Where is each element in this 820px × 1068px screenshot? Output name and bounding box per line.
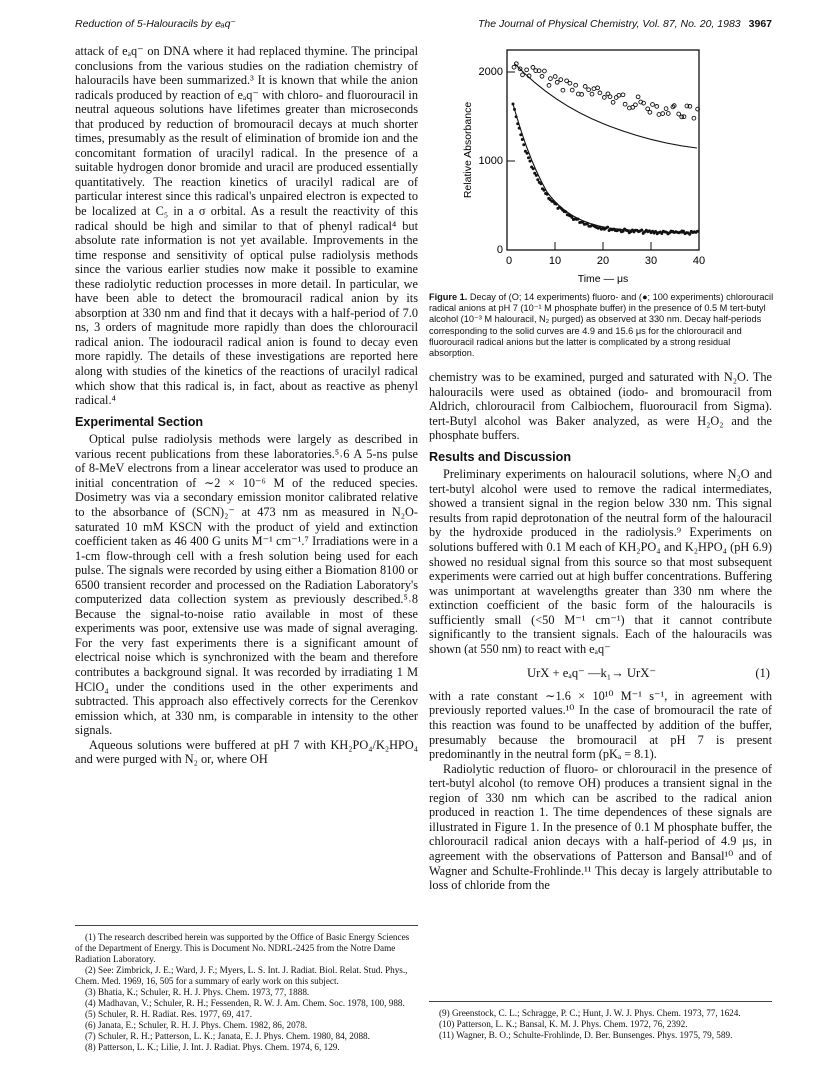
open-data-point — [592, 87, 596, 91]
filled-data-point — [532, 167, 535, 170]
filled-data-point — [526, 152, 529, 155]
open-data-point — [621, 93, 625, 97]
open-data-point — [651, 103, 655, 107]
page-number: 3967 — [748, 18, 772, 30]
figure-caption — [429, 292, 774, 359]
open-data-point — [657, 113, 661, 117]
filled-data-point — [527, 156, 530, 159]
footnote: (2) See: Zimbrick, J. E.; Ward, J. F.; Myers, L. S. Int. J. Radiat. Biol. Relat. Stud. Phys., Chem. Med. 1969, 16, 505 for a summary of early work on this subject. — [75, 965, 408, 986]
y-tick-label: 2000 — [478, 66, 503, 78]
intro-paragraph: attack of eₐq⁻ on DNA where it had replaced thymine. The principal conclusions from the various studies on the radiation chemistry of halouracils have been summarized.³ It is known that while the anion radicals produced by reaction of eₐq⁻ with chloro- and fluorouracil in neutral aqueous solutions have lifetimes greater than microseconds that produced by reduction of bromouracil decays at much shorter times, presumably as the result of elimination of bromide ion and the concomitant formation of uracilyl radical. In the presence of a suitable hydrogen donor bromide and uracil are produced essentially quantitatively. The reaction kinetics of uracilyl radical are of particular interest since this radical's unpaired electron is expected to be localized at C₅ in a σ orbital. As a result the reactivity of this radical should be high and similar to that of phenyl radical⁴ but absolute rate information is not yet available. Improvements in the time response and sensitivity of optical pulse radiolysis methods since the various earlier studies now make it possible to examine these radiolytic reduction processes in more detail. In particular, we have been able to detect the bromouracil radical anion by its absorption at 330 nm and find that it decays with a half-period of 7.0 ns, 3 orders of magnitude more rapidly than does the chlorouracil radical anion. The iodouracil radical anion is found to decay even more rapidly. The details of these investigations are reported here along with studies of the kinetics of the reactions of uracilyl radical which show that this radical is, in fact, about as reactive as phenyl radical.⁴ — [75, 44, 418, 408]
open-data-point — [561, 88, 565, 92]
open-data-point — [555, 80, 559, 84]
equation-1 — [429, 666, 772, 681]
fluorouracil-points — [512, 62, 699, 120]
fluorouracil-fit-curve — [515, 64, 697, 148]
open-data-point — [664, 107, 668, 111]
x-ticks — [506, 242, 705, 267]
footnote: (4) Madhavan, V.; Schuler, R. H.; Fessenden, R. W. J. Am. Chem. Soc. 1978, 100, 988. — [85, 998, 405, 1008]
open-data-point — [617, 93, 621, 97]
continued-paragraph: chemistry was to be examined, purged and saturated with N₂O. The halouracils were used as obtained (iodo- and bromouracil from Aldrich, chlorouracil from Calbiochem, fluorouracil from Sigma). tert-Butyl alcohol was Baker analyzed, as were H₂O₂ and the phosphate buffers. — [429, 370, 772, 443]
open-data-point — [525, 68, 529, 72]
filled-data-point — [512, 103, 515, 106]
x-tick-label: 30 — [644, 255, 658, 267]
section-heading-results: Results and Discussion — [429, 449, 572, 464]
open-data-point — [587, 88, 591, 92]
left-column — [75, 44, 418, 767]
x-tick-label: 10 — [548, 255, 562, 267]
footnote: (9) Greenstock, C. L.; Schragge, P. C.; Hunt, J. W. J. Phys. Chem. 1973, 77, 1624. — [439, 1008, 741, 1018]
experimental-paragraph-2: Aqueous solutions were buffered at pH 7 with KH₂PO₄/K₂HPO₄ and were purged with N₂ or, where OH — [75, 737, 418, 767]
open-data-point — [636, 95, 640, 99]
open-data-point — [553, 75, 557, 79]
results-paragraph-1: Preliminary experiments on halouracil solutions, where N₂O and tert-butyl alcohol were used to remove the radical intermediates, showed a transient signal in the region below 330 nm. This signal results from rapid deprotonation of the neutral form of the halouracil by the hydroxide produced in the radiolysis.⁹ Experiments on solutions buffered with 0.1 M each of KH₂PO₄ and K₂HPO₄ (pH 6.9) showed no residual signal from this source so that most subsequent experiments were carried out at high buffer concentrations. Buffering was unimportant at wavelengths greater than 330 nm where the extinction coefficient of the basic form of the halouracils is sufficiently small (<50 M⁻¹ cm⁻¹) that it cannot contribute significantly to the transient signals. Each of the halouracils was shown (at 550 nm) to react with eₐq⁻ — [429, 467, 772, 656]
open-data-point — [540, 74, 544, 78]
decay-plot — [429, 44, 774, 288]
footnote: (5) Schuler, R. H. Radiat. Res. 1977, 69, 417. — [85, 1009, 253, 1019]
footnote: (6) Janata, E.; Schuler, R. H. J. Phys. Chem. 1982, 86, 2078. — [85, 1020, 308, 1030]
filled-data-point — [513, 108, 516, 111]
filled-data-point — [536, 178, 539, 181]
y-tick-label: 0 — [496, 244, 503, 256]
y-ticks — [479, 66, 515, 256]
open-data-point — [583, 85, 587, 89]
footnote: (3) Bhatia, K.; Schuler, R. H. J. Phys. Chem. 1973, 77, 1888. — [85, 987, 310, 997]
plot-frame — [507, 50, 699, 250]
filled-data-point — [521, 138, 524, 141]
open-data-point — [531, 66, 535, 70]
footnote: (8) Patterson, L. K.; Lilie, J. Int. J. Radiat. Phys. Chem. 1974, 6, 129. — [85, 1042, 340, 1052]
filled-data-point — [535, 174, 538, 177]
right-column — [429, 370, 772, 893]
filled-data-point — [515, 115, 518, 118]
open-data-point — [570, 88, 574, 92]
open-data-point — [521, 73, 525, 77]
experimental-paragraph-1: Optical pulse radiolysis methods were largely as described in various recent publications from these laboratories.⁵˒6 A 5-ns pulse of 8-MeV electrons from a linear accelerator was used to produce an initial concentration of ∼2 × 10⁻⁶ M of the reduced species. Dosimetry was via a secondary emission monitor calibrated relative to the absorbance of (SCN)₂⁻ at 473 nm as measured in N₂O-saturated 10 mM KSCN with the product of yield and extinction coefficient taken as 46 400 G units M⁻¹ cm⁻¹.⁷ Irradiations were in a 1-cm flow-through cell with a fresh solution being used for each pulse. The signals were recorded by using either a Biomation 8100 or 6500 transient recorder and processed on the Radiation Laboratory's computerized data collection system as previously described.⁵˒8 Because the signal-to-noise ratio available in most of these experiments was poor, extensive use was made of signal averaging. For the very fast experiments there is a significant amount of electrical noise which is synchronized with the beam and therefore contributes a background signal. It was recorded by irradiating 1 M HClO₄ under the conditions used in the other experiments and subtracted. This approach also effectively corrects for the Cerenkov emission which, at 330 nm, is comparable in intensity to the other signals. — [75, 432, 418, 738]
footnotes-left — [75, 925, 418, 1053]
x-tick-label: 40 — [692, 255, 706, 267]
filled-data-point — [539, 182, 542, 185]
filled-data-point — [519, 133, 522, 136]
open-data-point — [543, 69, 547, 73]
open-data-point — [598, 91, 602, 95]
open-data-point — [574, 83, 578, 87]
footnote: (11) Wagner, B. O.; Schulte-Frohlinde, D. Ber. Bunsenges. Phys. 1975, 79, 589. — [439, 1030, 733, 1040]
x-axis-label: Time — μs — [577, 273, 629, 285]
x-tick-label: 20 — [596, 255, 610, 267]
open-data-point — [623, 102, 627, 106]
open-data-point — [661, 112, 665, 116]
results-paragraph-2: with a rate constant ∼1.6 × 10¹⁰ M⁻¹ s⁻¹, in agreement with previously reported values.¹⁰ In the case of bromouracil the rate of this reaction was found to be unaffected by addition of the buffer, presumably because the bromouracil at pH 7 is present predominantly in the neutral form (pKₐ = 8.1). — [429, 688, 772, 762]
caption-text: Decay of (O; 14 experiments) fluoro- and (●; 100 experiments) chlorouracil radical anions at pH 7 (10⁻¹ M phosphate buffer) in the presence of 0.5 M tert-butyl alcohol (10⁻³ M halouracil, N₂ purged) as observed at 330 nm. Decay half-periods corresponding to the solid curves are 4.9 and 15.6 μs for the chlorouracil and fluorouracil radical anions but the latter is complicated by a strong residual absorption. — [429, 292, 774, 359]
open-data-point — [634, 103, 638, 107]
journal-citation: The Journal of Physical Chemistry, Vol. 87, No. 20, 1983 — [478, 18, 741, 30]
filled-data-point — [555, 203, 558, 206]
open-data-point — [608, 95, 612, 99]
footnote: (1) The research described herein was supported by the Office of Basic Energy Sciences of the Department of Energy. This is Document No. NDRL-2425 from the Notre Dame Radiation Laboratory. — [75, 932, 410, 964]
chlorouracil-points — [512, 103, 700, 236]
section-heading-experimental: Experimental Section — [75, 414, 204, 429]
open-data-point — [568, 81, 572, 85]
running-header-journal — [478, 18, 772, 30]
figure-1 — [429, 44, 774, 294]
open-data-point — [547, 84, 551, 88]
filled-data-point — [577, 218, 580, 221]
filled-data-point — [564, 210, 567, 213]
x-tick-label: 0 — [505, 255, 513, 267]
equation-number: (1) — [755, 666, 770, 681]
filled-data-point — [516, 122, 519, 125]
open-data-point — [512, 65, 516, 69]
y-tick-label: 1000 — [478, 155, 503, 167]
y-axis-label: Relative Absorbance — [462, 101, 474, 199]
open-data-point — [666, 112, 670, 116]
filled-data-point — [518, 127, 521, 130]
open-data-point — [692, 116, 696, 120]
open-data-point — [590, 92, 594, 96]
chlorouracil-fit-curve — [513, 104, 697, 233]
footnote: (7) Schuler, R. H.; Patterson, L. K.; Janata, E. J. Phys. Chem. 1980, 84, 2088. — [85, 1031, 370, 1041]
open-data-point — [655, 105, 659, 109]
equation-body: UrX + eₐq⁻ —k₁→ UrX⁻ — [527, 666, 656, 681]
results-paragraph-3: Radiolytic reduction of fluoro- or chlorouracil in the presence of tert-butyl alcohol (to remove OH) produces a transient signal in the region of 330 nm which can be ascribed to the radical anion produced in reaction 1. The time dependences of these signals are illustrated in Figure 1. In the presence of 0.1 M phosphate buffer, the chlorouracil radical anion decays with a half-period of 4.9 μs, in agreement with the observations of Patterson and Bansal¹⁰ and of Wagner and Schulte-Frohlinde.¹¹ This decay is largely attributable to loss of chloride from the — [429, 761, 772, 893]
open-data-point — [611, 100, 615, 104]
caption-label: Figure 1. — [429, 292, 468, 302]
open-data-point — [596, 86, 600, 90]
open-data-point — [602, 96, 606, 100]
filled-data-point — [522, 143, 525, 146]
open-data-point — [559, 78, 563, 82]
open-data-point — [648, 110, 652, 114]
footnotes-right — [429, 1001, 772, 1041]
open-data-point — [549, 77, 553, 81]
filled-data-point — [696, 230, 699, 233]
footnote: (10) Patterson, L. K.; Bansal, K. M. J. Phys. Chem. 1972, 76, 2392. — [439, 1019, 688, 1029]
filled-data-point — [606, 226, 609, 229]
filled-data-point — [529, 160, 532, 163]
filled-data-point — [640, 229, 643, 232]
running-header-title: Reduction of 5-Halouracils by eₐq⁻ — [75, 18, 237, 30]
filled-data-point — [688, 233, 691, 236]
filled-data-point — [543, 189, 546, 192]
filled-data-point — [546, 193, 549, 196]
